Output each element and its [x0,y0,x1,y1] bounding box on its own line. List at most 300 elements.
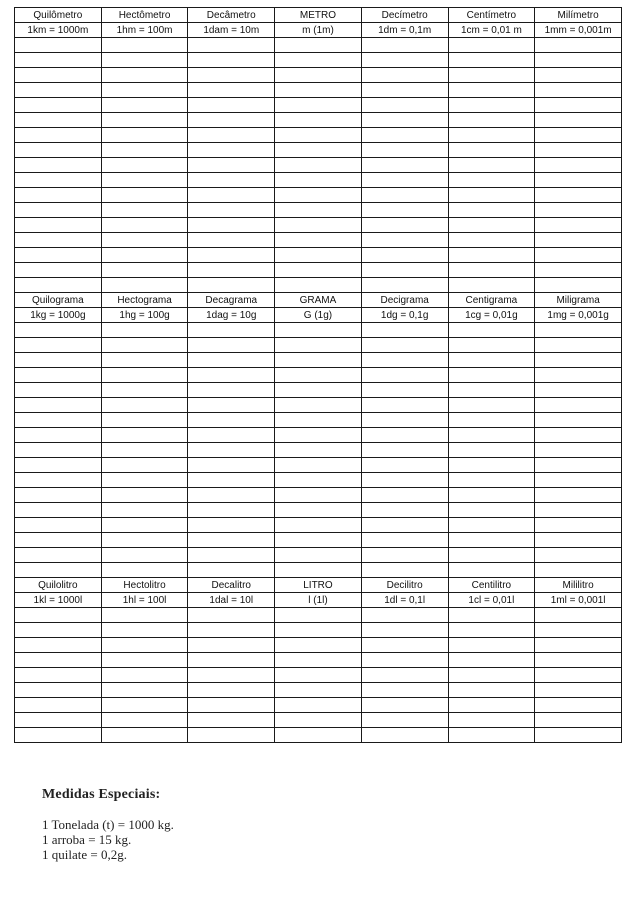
capacidade-unit-value-cell: l (1l) [275,593,362,608]
blank-cell [448,98,535,113]
blank-cell [448,263,535,278]
massa-unit-names-row [15,293,622,308]
blank-cell [101,608,188,623]
blank-cell [15,83,102,98]
blank-cell [188,428,275,443]
blank-cell [535,158,622,173]
comprimento-unit-value-cell: 1mm = 0,001m [535,23,622,38]
blank-cell [535,128,622,143]
blank-cell [188,68,275,83]
blank-cell [448,83,535,98]
blank-cell [188,488,275,503]
blank-cell [15,563,102,578]
blank-cell [101,173,188,188]
blank-cell [101,668,188,683]
blank-cell [361,458,448,473]
blank-cell [361,203,448,218]
comprimento-unit-value-cell: m (1m) [275,23,362,38]
massa-empty-row [15,413,622,428]
blank-cell [101,398,188,413]
capacidade-unit-name-cell: Decalitro [188,578,275,593]
capacidade-empty-row [15,653,622,668]
comprimento-empty-row [15,98,622,113]
blank-cell [361,323,448,338]
blank-cell [15,533,102,548]
blank-cell [448,488,535,503]
blank-cell [188,668,275,683]
blank-cell [275,653,362,668]
blank-cell [101,143,188,158]
blank-cell [15,323,102,338]
blank-cell [448,203,535,218]
comprimento-empty-row [15,278,622,293]
blank-cell [361,548,448,563]
blank-cell [101,488,188,503]
massa-empty-row [15,353,622,368]
blank-cell [188,653,275,668]
blank-cell [188,158,275,173]
blank-cell [361,53,448,68]
blank-cell [15,458,102,473]
blank-cell [188,518,275,533]
massa-unit-value-cell: 1dg = 0,1g [361,308,448,323]
blank-cell [535,113,622,128]
comprimento-empty-row [15,38,622,53]
comprimento-unit-name-cell: Milímetro [535,8,622,23]
blank-cell [101,203,188,218]
blank-cell [188,53,275,68]
blank-cell [448,668,535,683]
blank-cell [101,233,188,248]
blank-cell [15,98,102,113]
blank-cell [361,83,448,98]
blank-cell [188,128,275,143]
massa-unit-value-cell: 1kg = 1000g [15,308,102,323]
blank-cell [535,563,622,578]
blank-cell [275,428,362,443]
blank-cell [15,158,102,173]
blank-cell [15,143,102,158]
capacidade-empty-row [15,638,622,653]
capacidade-unit-names-row [15,578,622,593]
blank-cell [15,53,102,68]
capacidade-unit-value-cell: 1hl = 100l [101,593,188,608]
blank-cell [275,143,362,158]
blank-cell [188,503,275,518]
massa-unit-name-cell: Quilograma [15,293,102,308]
blank-cell [101,383,188,398]
blank-cell [188,368,275,383]
blank-cell [15,653,102,668]
blank-cell [535,683,622,698]
comprimento-empty-row [15,113,622,128]
comprimento-unit-values-row [15,23,622,38]
blank-cell [101,353,188,368]
capacidade-empty-row [15,683,622,698]
blank-cell [188,323,275,338]
blank-cell [361,98,448,113]
capacidade-unit-name-cell: Mililitro [535,578,622,593]
massa-unit-name-cell: Decagrama [188,293,275,308]
blank-cell [448,503,535,518]
blank-cell [15,218,102,233]
blank-cell [188,638,275,653]
capacidade-unit-name-cell: Centilitro [448,578,535,593]
blank-cell [361,128,448,143]
blank-cell [448,563,535,578]
capacidade-unit-values-row [15,593,622,608]
blank-cell [101,113,188,128]
blank-cell [535,263,622,278]
massa-empty-row [15,548,622,563]
blank-cell [448,323,535,338]
blank-cell [188,533,275,548]
blank-cell [448,683,535,698]
massa-unit-value-cell: G (1g) [275,308,362,323]
blank-cell [101,518,188,533]
comprimento-empty-row [15,203,622,218]
blank-cell [188,623,275,638]
blank-cell [275,533,362,548]
blank-cell [275,263,362,278]
blank-cell [535,488,622,503]
blank-cell [101,263,188,278]
blank-cell [361,218,448,233]
blank-cell [535,143,622,158]
blank-cell [448,383,535,398]
comprimento-empty-row [15,248,622,263]
capacidade-unit-value-cell: 1dal = 10l [188,593,275,608]
blank-cell [101,158,188,173]
blank-cell [188,248,275,263]
blank-cell [188,683,275,698]
blank-cell [188,98,275,113]
comprimento-unit-value-cell: 1dam = 10m [188,23,275,38]
blank-cell [361,263,448,278]
blank-cell [101,98,188,113]
massa-unit-value-cell: 1hg = 100g [101,308,188,323]
blank-cell [361,158,448,173]
blank-cell [101,248,188,263]
blank-cell [275,338,362,353]
blank-cell [275,548,362,563]
blank-cell [275,683,362,698]
blank-cell [101,53,188,68]
blank-cell [275,98,362,113]
blank-cell [101,38,188,53]
blank-cell [448,413,535,428]
blank-cell [448,473,535,488]
massa-empty-row [15,398,622,413]
blank-cell [101,278,188,293]
blank-cell [188,443,275,458]
blank-cell [448,188,535,203]
blank-cell [275,608,362,623]
blank-cell [448,713,535,728]
blank-cell [188,728,275,743]
blank-cell [275,623,362,638]
blank-cell [101,338,188,353]
capacidade-empty-row [15,668,622,683]
blank-cell [361,713,448,728]
massa-empty-row [15,563,622,578]
massa-unit-value-cell: 1mg = 0,001g [535,308,622,323]
blank-cell [535,68,622,83]
blank-cell [15,338,102,353]
special-line-quilate: 1 quilate = 0,2g. [42,847,127,862]
blank-cell [15,668,102,683]
comprimento-unit-name-cell: Hectômetro [101,8,188,23]
comprimento-empty-row [15,173,622,188]
blank-cell [275,668,362,683]
capacidade-unit-name-cell: Quilolitro [15,578,102,593]
blank-cell [275,398,362,413]
blank-cell [361,698,448,713]
blank-cell [535,38,622,53]
comprimento-empty-row [15,233,622,248]
blank-cell [101,473,188,488]
blank-cell [101,533,188,548]
blank-cell [101,323,188,338]
blank-cell [448,113,535,128]
blank-cell [101,683,188,698]
blank-cell [188,413,275,428]
blank-cell [188,233,275,248]
blank-cell [101,548,188,563]
blank-cell [361,608,448,623]
blank-cell [361,653,448,668]
special-measures [42,787,174,862]
blank-cell [15,278,102,293]
capacidade-unit-value-cell: 1dl = 0,1l [361,593,448,608]
blank-cell [188,38,275,53]
blank-cell [361,398,448,413]
massa-empty-row [15,488,622,503]
blank-cell [535,173,622,188]
blank-cell [448,338,535,353]
blank-cell [448,278,535,293]
blank-cell [361,248,448,263]
blank-cell [535,398,622,413]
blank-cell [535,83,622,98]
blank-cell [448,638,535,653]
blank-cell [535,638,622,653]
blank-cell [361,638,448,653]
blank-cell [535,338,622,353]
blank-cell [188,218,275,233]
blank-cell [15,488,102,503]
blank-cell [535,713,622,728]
blank-cell [275,278,362,293]
blank-cell [15,638,102,653]
blank-cell [275,53,362,68]
blank-cell [448,548,535,563]
comprimento-unit-name-cell: Decâmetro [188,8,275,23]
blank-cell [361,443,448,458]
blank-cell [361,113,448,128]
blank-cell [188,458,275,473]
comprimento-empty-row [15,188,622,203]
special-line-arroba: 1 arroba = 15 kg. [42,832,132,847]
comprimento-unit-name-cell: Quilômetro [15,8,102,23]
blank-cell [275,638,362,653]
blank-cell [15,503,102,518]
blank-cell [361,533,448,548]
blank-cell [361,383,448,398]
blank-cell [361,143,448,158]
massa-empty-row [15,533,622,548]
blank-cell [448,623,535,638]
capacidade-unit-name-cell: LITRO [275,578,362,593]
blank-cell [101,188,188,203]
massa-empty-row [15,323,622,338]
blank-cell [361,233,448,248]
blank-cell [275,458,362,473]
blank-cell [535,353,622,368]
blank-cell [101,128,188,143]
comprimento-empty-row [15,218,622,233]
blank-cell [535,413,622,428]
blank-cell [448,608,535,623]
blank-cell [15,263,102,278]
blank-cell [15,608,102,623]
blank-cell [361,428,448,443]
blank-cell [448,398,535,413]
blank-cell [448,248,535,263]
massa-unit-name-cell: Miligrama [535,293,622,308]
blank-cell [448,533,535,548]
blank-cell [535,188,622,203]
blank-cell [535,458,622,473]
comprimento-unit-value-cell: 1km = 1000m [15,23,102,38]
blank-cell [275,728,362,743]
massa-empty-row [15,338,622,353]
capacidade-empty-row [15,608,622,623]
blank-cell [275,443,362,458]
blank-cell [275,113,362,128]
blank-cell [361,488,448,503]
blank-cell [15,428,102,443]
capacidade-unit-value-cell: 1ml = 0,001l [535,593,622,608]
blank-cell [535,233,622,248]
blank-cell [101,443,188,458]
blank-cell [448,368,535,383]
blank-cell [535,428,622,443]
units-table [14,7,622,743]
blank-cell [188,113,275,128]
blank-cell [535,323,622,338]
blank-cell [101,623,188,638]
capacidade-empty-row [15,623,622,638]
blank-cell [15,398,102,413]
blank-cell [275,563,362,578]
blank-cell [101,638,188,653]
comprimento-empty-row [15,53,622,68]
capacidade-unit-value-cell: 1kl = 1000l [15,593,102,608]
blank-cell [275,473,362,488]
massa-unit-name-cell: Decigrama [361,293,448,308]
blank-cell [101,698,188,713]
comprimento-empty-row [15,83,622,98]
blank-cell [275,188,362,203]
blank-cell [188,563,275,578]
blank-cell [188,383,275,398]
blank-cell [361,683,448,698]
comprimento-unit-name-cell: METRO [275,8,362,23]
blank-cell [535,368,622,383]
blank-cell [188,278,275,293]
blank-cell [361,353,448,368]
blank-cell [188,473,275,488]
blank-cell [275,38,362,53]
massa-unit-value-cell: 1dag = 10g [188,308,275,323]
blank-cell [15,188,102,203]
blank-cell [275,248,362,263]
blank-cell [361,68,448,83]
blank-cell [15,728,102,743]
blank-cell [535,653,622,668]
blank-cell [15,383,102,398]
blank-cell [448,218,535,233]
massa-empty-row [15,383,622,398]
blank-cell [448,128,535,143]
units-sheet [14,7,622,743]
blank-cell [188,83,275,98]
massa-unit-name-cell: Hectograma [101,293,188,308]
massa-empty-row [15,368,622,383]
blank-cell [361,188,448,203]
blank-cell [448,38,535,53]
blank-cell [15,68,102,83]
blank-cell [15,443,102,458]
special-line-ton: 1 Tonelada (t) = 1000 kg. [42,817,174,832]
blank-cell [535,473,622,488]
blank-cell [448,518,535,533]
blank-cell [275,368,362,383]
blank-cell [535,383,622,398]
blank-cell [535,668,622,683]
blank-cell [535,728,622,743]
blank-cell [275,503,362,518]
blank-cell [101,563,188,578]
blank-cell [15,623,102,638]
blank-cell [101,713,188,728]
blank-cell [188,173,275,188]
blank-cell [275,218,362,233]
blank-cell [15,683,102,698]
blank-cell [188,713,275,728]
blank-cell [101,428,188,443]
comprimento-empty-row [15,143,622,158]
blank-cell [535,533,622,548]
blank-cell [361,173,448,188]
blank-cell [275,128,362,143]
capacidade-empty-row [15,713,622,728]
blank-cell [15,698,102,713]
blank-cell [448,653,535,668]
blank-cell [275,323,362,338]
blank-cell [535,503,622,518]
blank-cell [535,53,622,68]
blank-cell [361,668,448,683]
massa-empty-row [15,458,622,473]
blank-cell [448,428,535,443]
capacidade-unit-name-cell: Hectolitro [101,578,188,593]
blank-cell [275,203,362,218]
blank-cell [15,113,102,128]
special-measures-title: Medidas Especiais: [42,787,161,802]
blank-cell [448,173,535,188]
